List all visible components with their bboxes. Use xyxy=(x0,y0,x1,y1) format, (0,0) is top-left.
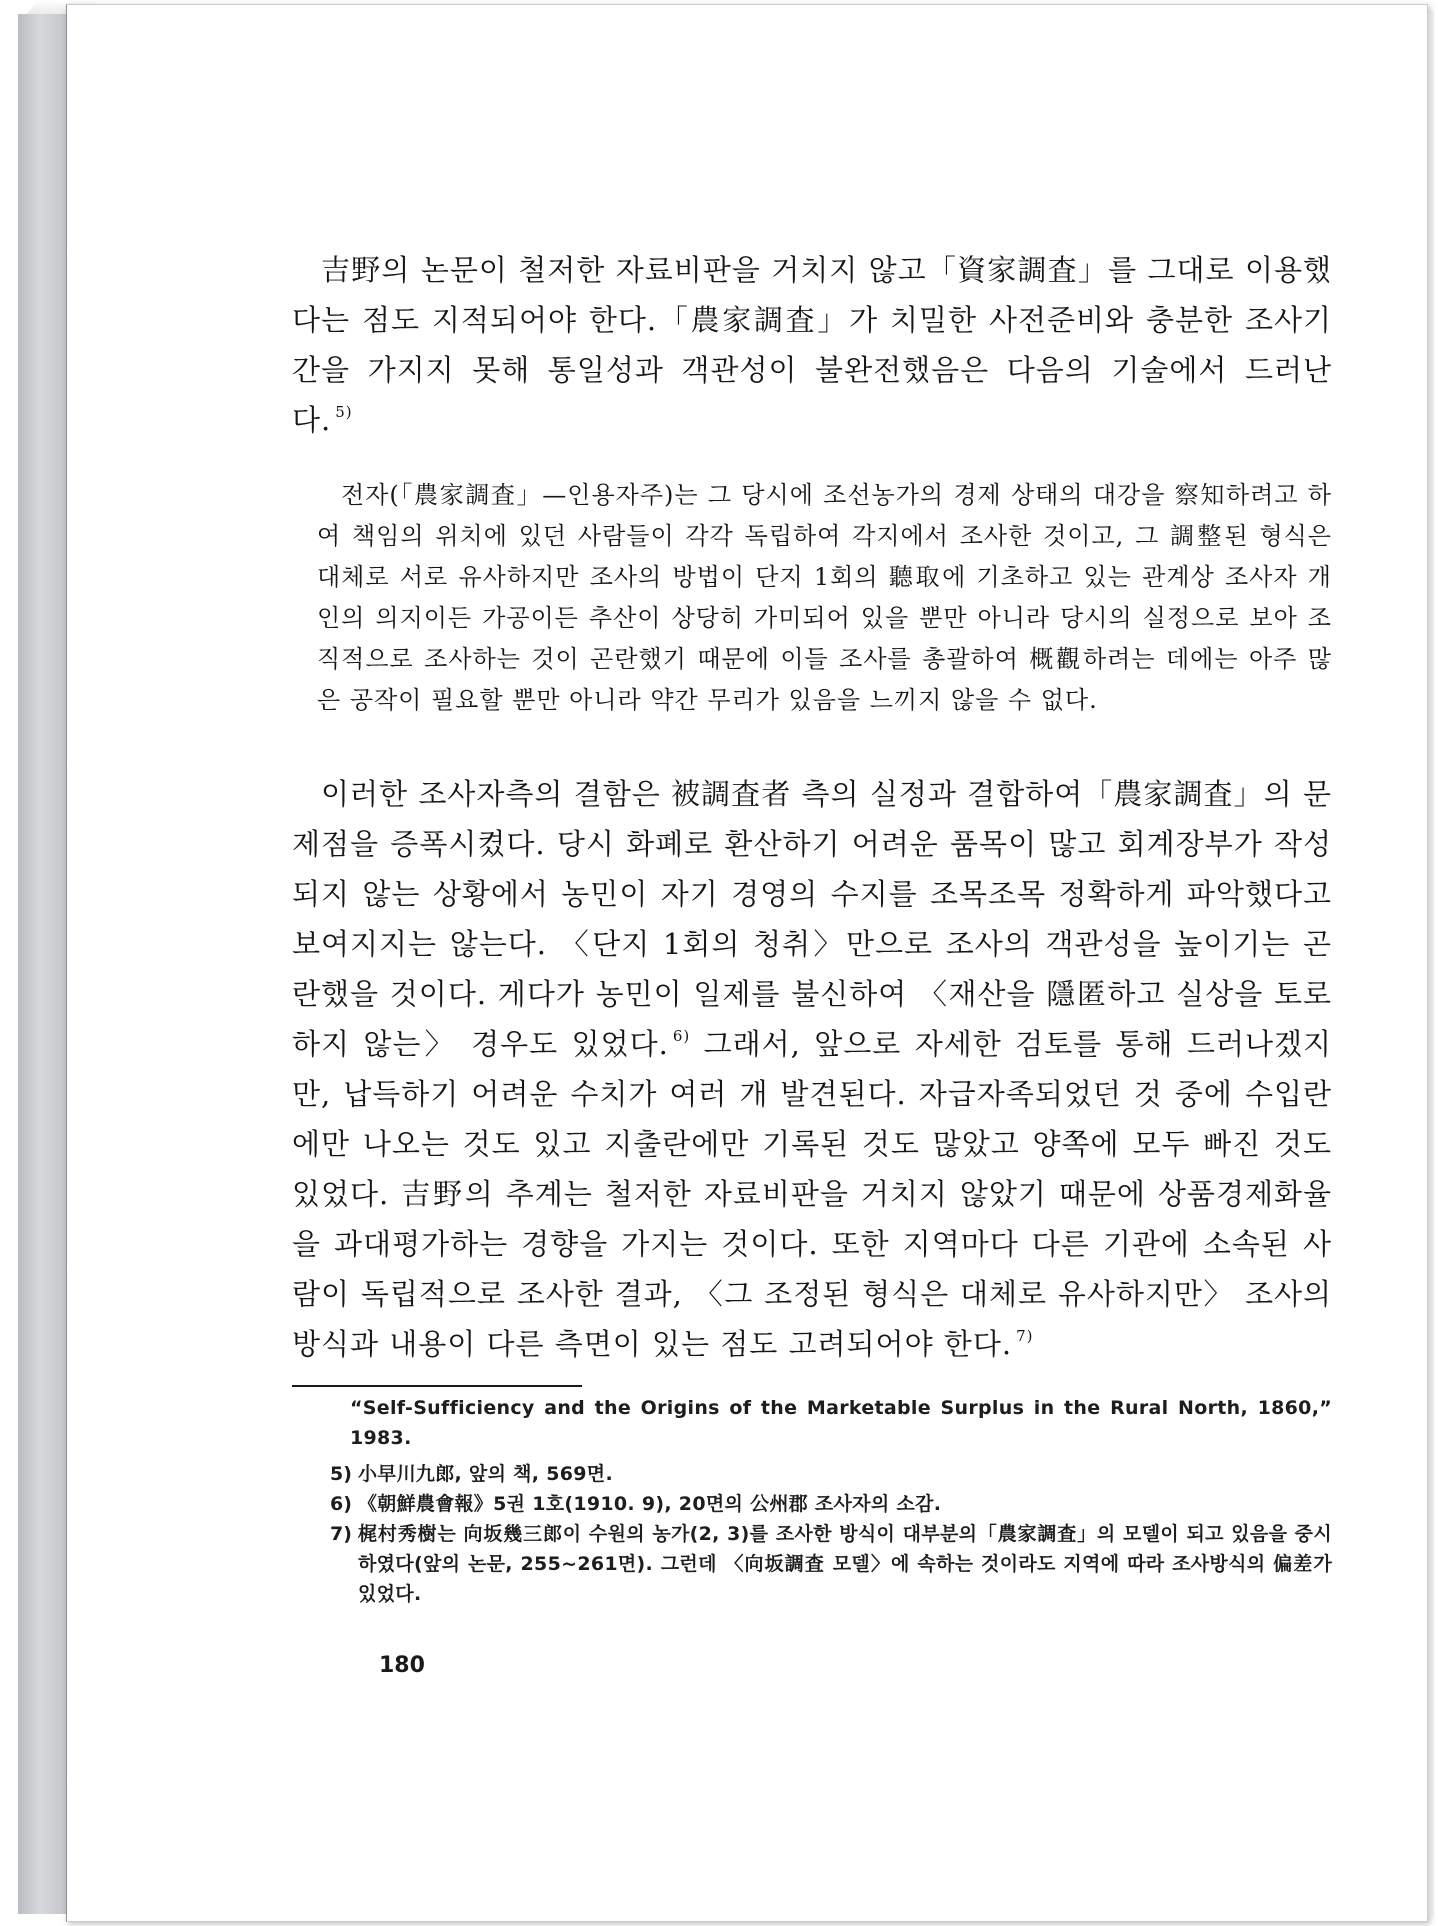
footnote-divider xyxy=(292,1385,582,1387)
footnote-number: 6) xyxy=(330,1493,352,1515)
footnote-text: 梶村秀樹는 向坂幾三郎이 수원의 농가(2, 3)를 조사한 방식이 대부분의「農家調査」의 모델이 되고 있음을 중시하였다(앞의 논문, 255~261면). 그런데 〈向坂調査 모델〉에 속하는 것이라도 지역에 따라 조사방식의 偏差가 있었다. xyxy=(358,1523,1332,1605)
paragraph-analysis-text-b: 그래서, 앞으로 자세한 검토를 통해 드러나겠지만, 납득하기 어려운 수치가 여러 개 발견된다. 자급자족되었던 것 중에 수입란에만 나오는 것도 있고 지출란에만 기록된 것도 많았고 양쪽에 모두 빠진 것도 있었다. 吉野의 추계는 철저한 자료비판을 거치지 않았기 때문에 상품경제화율을 과대평가하는 경향을 가지는 것이다. 또한 지역마다 다른 기관에 소속된 사람이 독립적으로 조사한 결과, 〈그 조정된 형식은 대체로 유사하지만〉 조사의 방식과 내용이 다른 측면이 있는 점도 고려되어야 한다. xyxy=(292,1027,1333,1361)
footnote-item xyxy=(330,1459,1332,1489)
footnote-ref-5: 5) xyxy=(335,402,353,421)
book-page xyxy=(66,4,1428,1922)
paragraph-analysis xyxy=(292,769,1332,1369)
page-content xyxy=(292,245,1332,1609)
paragraph-analysis-text-a: 이러한 조사자측의 결함은 被調査者 측의 실정과 결합하여「農家調査」의 문제점을 증폭시켰다. 당시 화폐로 환산하기 어려운 품목이 많고 회계장부가 작성되지 않는 상황에서 농민이 자기 경영의 수지를 조목조목 정확하게 파악했다고 보여지지는 않는다. 〈단지 1회의 청취〉만으로 조사의 객관성을 높이기는 곤란했을 것이다. 게다가 농민이 일제를 불신하여 〈재산을 隱匿하고 실상을 토로하지 않는〉 경우도 있었다. xyxy=(292,777,1332,1061)
footnote-text: 小早川九郎, 앞의 책, 569면. xyxy=(358,1463,613,1485)
footnote-ref-7: 7) xyxy=(1016,1326,1034,1345)
page-edge-shadow xyxy=(1428,11,1434,1917)
paragraph-intro xyxy=(292,245,1332,445)
paragraph-intro-text: 吉野의 논문이 철저한 자료비판을 거치지 않고「資家調査」를 그대로 이용했다는 점도 지적되어야 한다.「農家調査」가 치밀한 사전준비와 충분한 조사기간을 가지지 못해 통일성과 객관성이 불완전했음은 다음의 기술에서 드러난다. xyxy=(292,253,1332,437)
footnotes xyxy=(330,1393,1332,1609)
footnote-text: 《朝鮮農會報》5권 1호(1910. 9), 20면의 公州郡 조사자의 소감. xyxy=(358,1493,942,1515)
footnote-continuation: “Self-Sufficiency and the Origins of the Marketable Surplus in the Rural North, 1860,” 1983. xyxy=(350,1397,1332,1449)
footnote-item xyxy=(330,1519,1332,1609)
page-number: 180 xyxy=(379,1653,425,1678)
block-quote: 전자(「農家調査」—인용자주)는 그 당시에 조선농가의 경제 상태의 대강을 察知하려고 하여 책임의 위치에 있던 사람들이 각각 독립하여 각지에서 조사한 것이고, 그 調整된 형식은 대체로 서로 유사하지만 조사의 방법이 단지 1회의 聽取에 기초하고 있는 관계상 조사자 개인의 의지이든 가공이든 추산이 상당히 가미되어 있을 뿐만 아니라 당시의 실정으로 보아 조직적으로 조사하는 것이 곤란했기 때문에 이들 조사를 총괄하여 概觀하려는 데에는 아주 많은 공작이 필요할 뿐만 아니라 약간 무리가 있음을 느끼지 않을 수 없다. xyxy=(317,481,1332,714)
footnote-item xyxy=(330,1489,1332,1519)
footnote-ref-6: 6) xyxy=(672,1026,691,1045)
footnote-number: 7) xyxy=(330,1523,352,1545)
book-spine xyxy=(18,14,67,1914)
footnote-number: 5) xyxy=(330,1463,352,1485)
